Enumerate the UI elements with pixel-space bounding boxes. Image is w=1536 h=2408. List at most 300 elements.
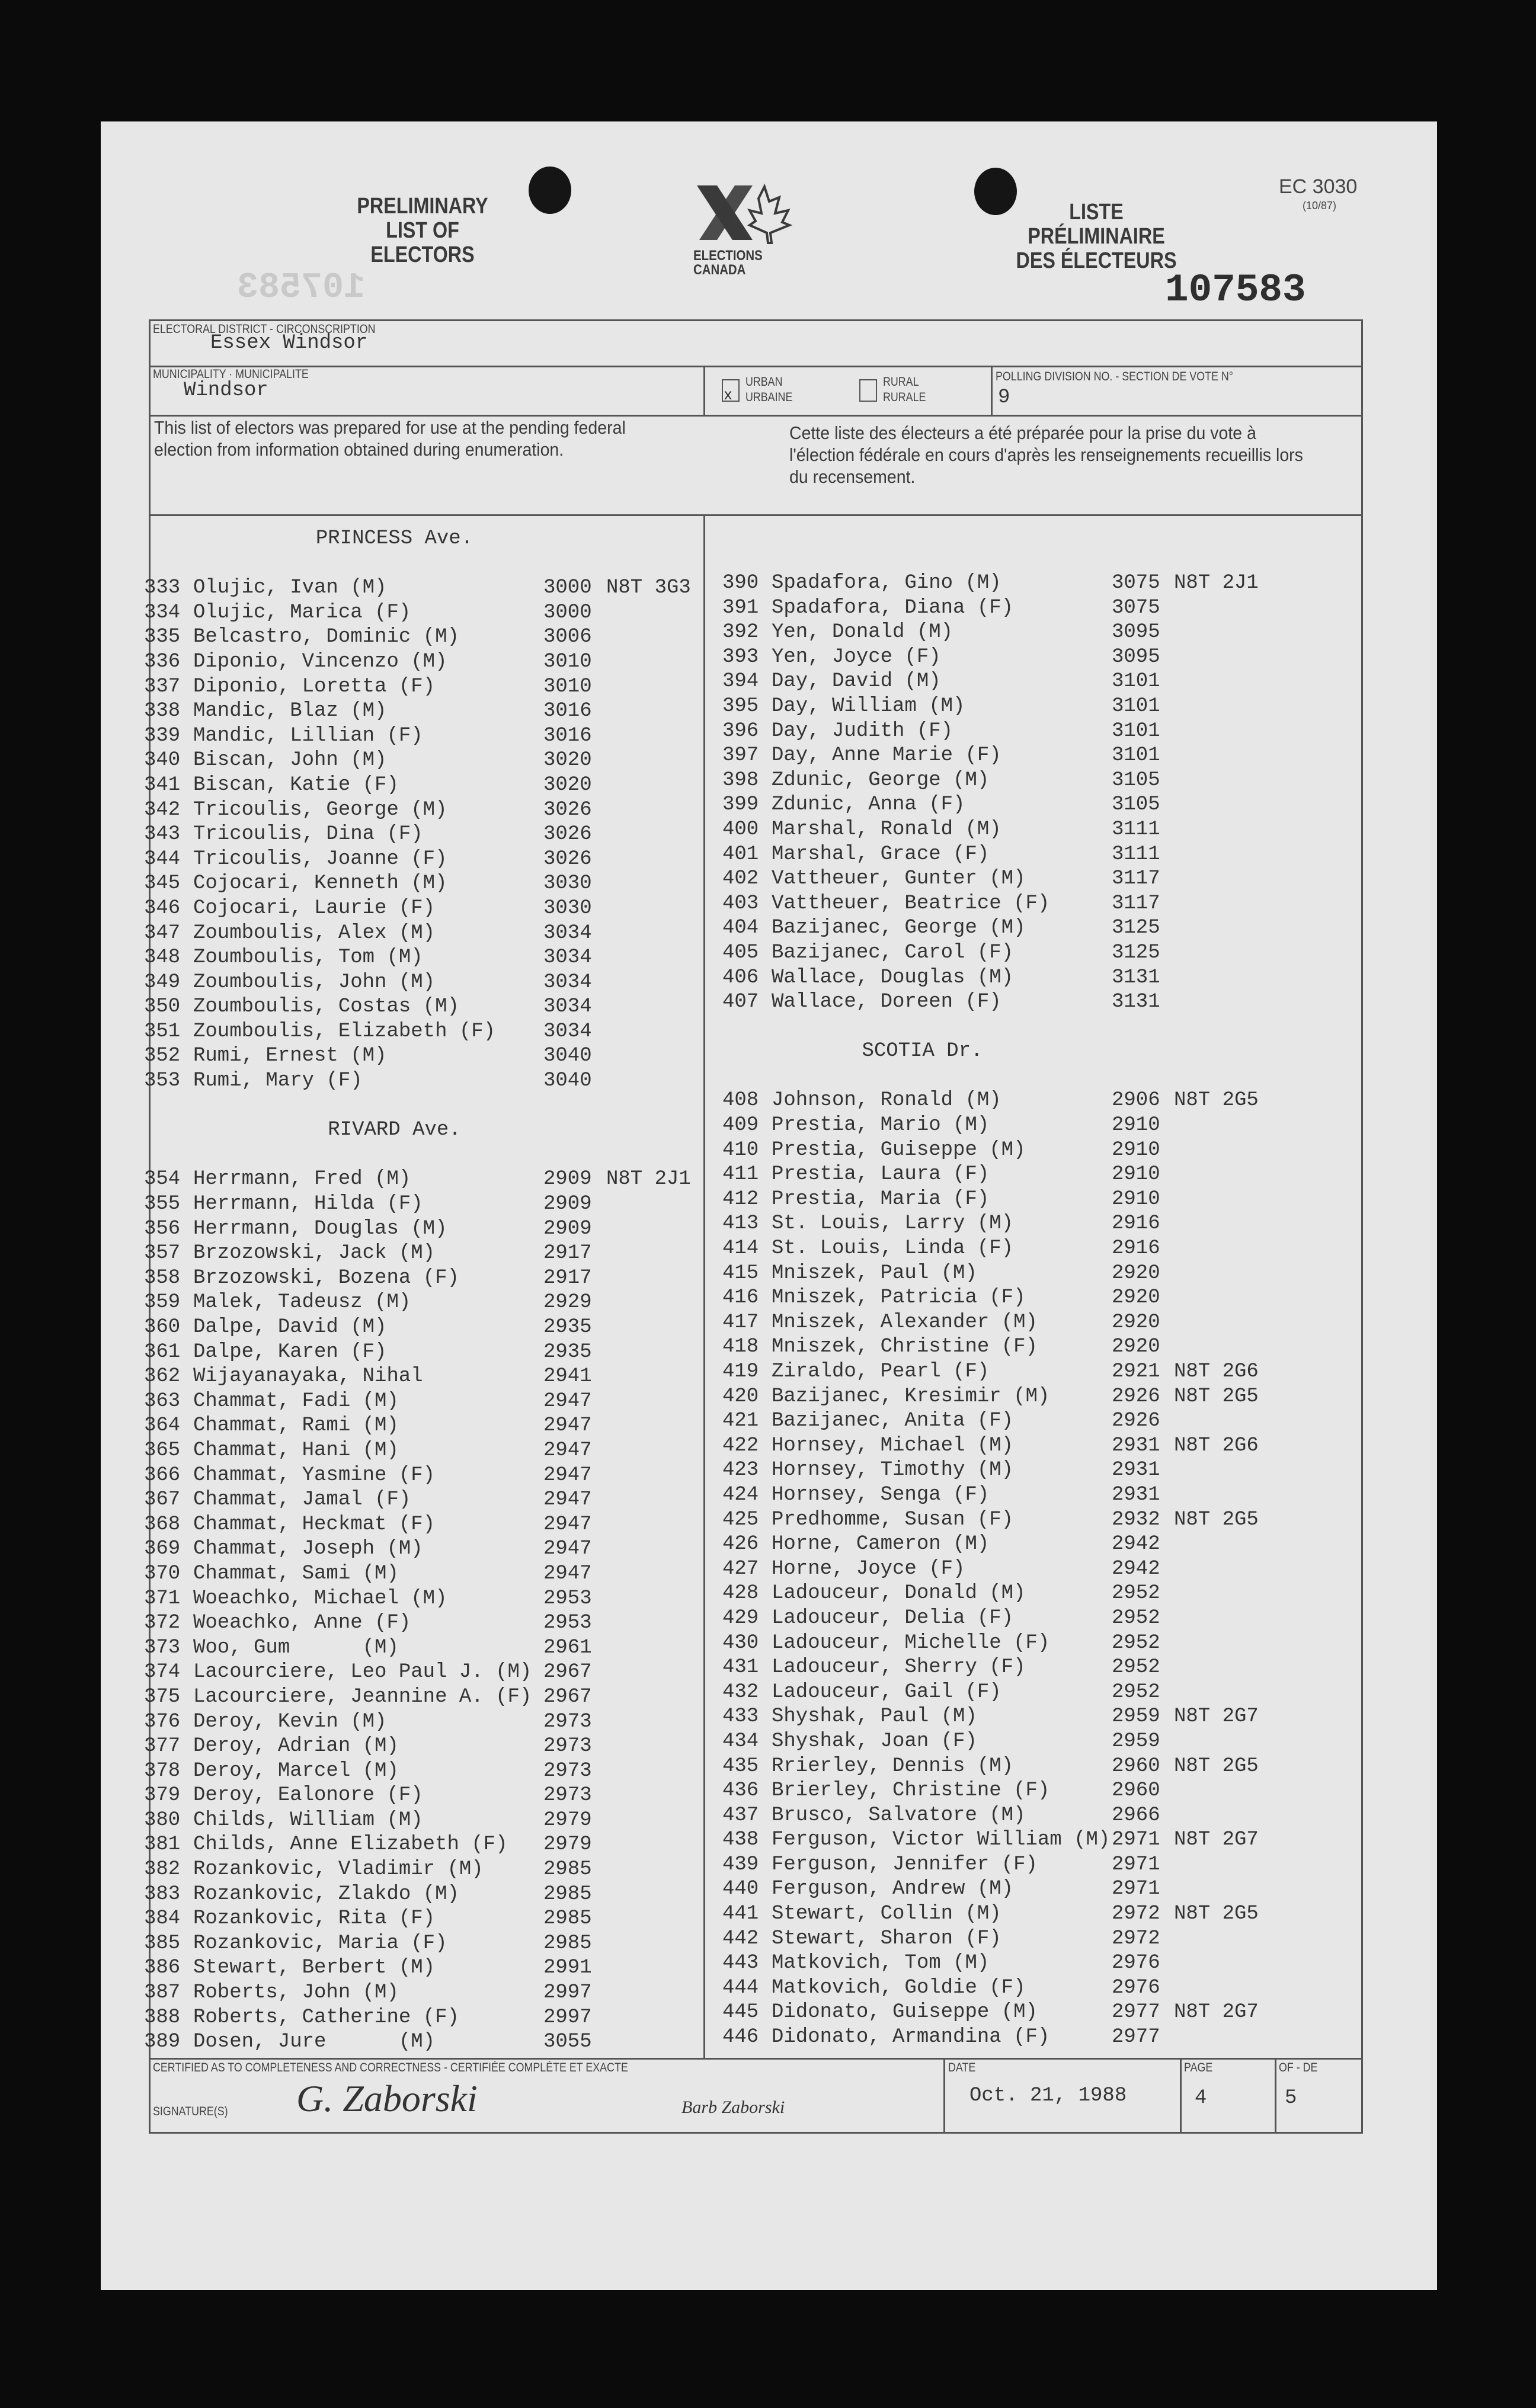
elector-name: Brzozowski, Bozena (F) bbox=[193, 1266, 459, 1289]
elector-name: Zoumboulis, Alex (M) bbox=[193, 921, 436, 944]
check-mark: x bbox=[724, 385, 732, 403]
elector-number: 418 bbox=[722, 1336, 759, 1359]
street-number: 2910 bbox=[1112, 1187, 1160, 1211]
elector-number: 410 bbox=[722, 1138, 759, 1161]
elector-name: Ferguson, Andrew (M) bbox=[772, 1878, 1014, 1901]
street-number: 3101 bbox=[1112, 670, 1160, 693]
elector-row bbox=[0, 1828, 1361, 1853]
elector-name: Spadafora, Gino (M) bbox=[772, 572, 1001, 594]
street-number: 2920 bbox=[1112, 1336, 1160, 1359]
elector-name: Rozankovic, Zlakdo (M) bbox=[193, 1882, 459, 1906]
elector-name: St. Louis, Larry (M) bbox=[772, 1212, 1014, 1235]
street-number: 2909 bbox=[543, 1193, 592, 1216]
elector-name: Prestia, Laura (F) bbox=[772, 1163, 990, 1186]
elector-number: 387 bbox=[144, 1981, 181, 2004]
street-number: 2942 bbox=[1112, 1533, 1160, 1556]
elector-name: Zoumboulis, Tom (M) bbox=[193, 946, 423, 969]
street-number: 3034 bbox=[543, 1020, 592, 1043]
elector-row bbox=[0, 1902, 1361, 1927]
elector-number: 351 bbox=[144, 1020, 181, 1043]
elector-name: Cojocari, Laurie (F) bbox=[193, 896, 436, 920]
elector-name: Chammat, Fadi (M) bbox=[193, 1389, 399, 1413]
elector-number: 409 bbox=[722, 1114, 759, 1137]
elector-number: 445 bbox=[722, 2001, 759, 2024]
postal-code: N8T 2J1 bbox=[1174, 572, 1259, 594]
elector-name: Chammat, Jamal (F) bbox=[193, 1488, 411, 1512]
street-number: 3105 bbox=[1112, 768, 1160, 792]
elector-row bbox=[0, 1483, 1361, 1508]
urban-checkbox[interactable] bbox=[722, 379, 740, 402]
elector-name: Chammat, Joseph (M) bbox=[193, 1538, 423, 1561]
elector-number: 381 bbox=[144, 1833, 181, 1856]
elector-name: Woeachko, Michael (M) bbox=[193, 1587, 447, 1610]
street-number: 3034 bbox=[543, 971, 592, 994]
elector-number: 427 bbox=[722, 1557, 759, 1580]
postal-code: N8T 2G7 bbox=[1174, 1829, 1259, 1852]
elector-name: Woo, Gum (M) bbox=[193, 1636, 399, 1659]
elector-row bbox=[0, 990, 1361, 1015]
elector-name: Matkovich, Goldie (F) bbox=[772, 1976, 1026, 1999]
elector-number: 399 bbox=[722, 793, 759, 816]
elector-number: 363 bbox=[144, 1389, 181, 1413]
elector-name: Brusco, Salvatore (M) bbox=[772, 1804, 1026, 1827]
street-number: 2972 bbox=[1112, 1903, 1160, 1926]
street-number: 2985 bbox=[543, 1882, 592, 1906]
street-number: 3095 bbox=[1112, 621, 1160, 644]
electors-list-right bbox=[0, 571, 1361, 2050]
elector-row bbox=[0, 892, 1361, 917]
elector-number: 395 bbox=[722, 694, 759, 718]
elector-name: Prestia, Maria (F) bbox=[772, 1187, 990, 1211]
elector-name: Didonato, Armandina (F) bbox=[772, 2026, 1050, 2049]
postal-code: N8T 2G6 bbox=[1174, 1434, 1259, 1457]
title-line: LIST OF bbox=[386, 218, 459, 243]
postal-code: N8T 2J1 bbox=[606, 1168, 691, 1191]
street-number: 3101 bbox=[1112, 719, 1160, 742]
elector-name: Zdunic, Anna (F) bbox=[772, 793, 965, 816]
street-number: 2979 bbox=[543, 1808, 592, 1831]
elector-number: 404 bbox=[722, 917, 759, 940]
elector-name: Rozankovic, Vladimir (M) bbox=[193, 1858, 484, 1881]
form-revision: (10/87) bbox=[1303, 200, 1337, 212]
elector-row bbox=[0, 1138, 1361, 1163]
elector-row bbox=[0, 1754, 1361, 1779]
elector-row bbox=[0, 1853, 1361, 1878]
elector-name: Rrierley, Dennis (M) bbox=[772, 1754, 1014, 1778]
elector-name: Ferguson, Victor William (M) bbox=[772, 1829, 1111, 1852]
street-number: 3101 bbox=[1112, 744, 1160, 767]
elector-number: 425 bbox=[722, 1508, 759, 1531]
elector-name: Shyshak, Paul (M) bbox=[772, 1705, 977, 1728]
elector-name: Vattheuer, Gunter (M) bbox=[772, 867, 1026, 891]
street-number: 2952 bbox=[1112, 1582, 1160, 1605]
divider bbox=[1180, 2058, 1182, 2132]
elector-name: Childs, William (M) bbox=[193, 1808, 423, 1831]
street-number: 2973 bbox=[543, 1710, 592, 1733]
elector-row bbox=[0, 1581, 1361, 1606]
elector-number: 434 bbox=[722, 1730, 759, 1753]
elector-row bbox=[0, 1409, 1361, 1434]
title-line: PRELIMINARY bbox=[357, 194, 488, 219]
signature-2: Barb Zaborski bbox=[681, 2098, 785, 2117]
elector-name: Mniszek, Paul (M) bbox=[772, 1261, 977, 1285]
elector-number: 367 bbox=[144, 1488, 181, 1512]
street-number: 2909 bbox=[543, 1168, 592, 1191]
divider bbox=[943, 2058, 945, 2132]
elector-name: Mandic, Blaz (M) bbox=[193, 700, 387, 723]
elector-number: 333 bbox=[144, 577, 181, 600]
elector-name: Ladouceur, Donald (M) bbox=[772, 1582, 1026, 1605]
elector-number: 421 bbox=[722, 1410, 759, 1433]
street-number: 3030 bbox=[543, 872, 592, 895]
elector-row bbox=[0, 1286, 1361, 1311]
elector-number: 430 bbox=[722, 1631, 759, 1654]
elector-number: 380 bbox=[144, 1808, 181, 1831]
elector-name: Ladouceur, Sherry (F) bbox=[772, 1656, 1026, 1679]
elector-name: Rumi, Ernest (M) bbox=[193, 1045, 387, 1068]
elector-name: Ziraldo, Pearl (F) bbox=[772, 1360, 990, 1383]
elector-name: Woeachko, Anne (F) bbox=[193, 1612, 411, 1635]
elector-name: Prestia, Mario (M) bbox=[772, 1114, 990, 1137]
elector-row bbox=[0, 694, 1361, 719]
elector-name: Chammat, Sami (M) bbox=[193, 1562, 399, 1585]
elector-name: Lacourciere, Leo Paul J. (M) bbox=[193, 1661, 532, 1684]
postal-code: N8T 2G6 bbox=[1174, 1360, 1259, 1383]
street-number: 3125 bbox=[1112, 941, 1160, 964]
street-number: 2935 bbox=[543, 1340, 592, 1363]
elector-name: Tricoulis, Joanne (F) bbox=[193, 847, 447, 870]
street-number: 2947 bbox=[543, 1488, 592, 1512]
postal-code: N8T 2G5 bbox=[1174, 1754, 1259, 1778]
street-number: 2947 bbox=[543, 1538, 592, 1561]
street-number: 3020 bbox=[543, 749, 592, 772]
elector-number: 354 bbox=[144, 1168, 181, 1191]
elector-name: Wallace, Doreen (F) bbox=[772, 991, 1001, 1014]
elector-number: 334 bbox=[144, 601, 181, 624]
elector-name: Didonato, Guiseppe (M) bbox=[772, 2001, 1038, 2024]
street-number: 2976 bbox=[1112, 1952, 1160, 1975]
street-number: 2931 bbox=[1112, 1483, 1160, 1506]
elector-number: 386 bbox=[144, 1956, 181, 1980]
elector-row bbox=[0, 1655, 1361, 1680]
elector-row bbox=[0, 1187, 1361, 1212]
street-number: 2960 bbox=[1112, 1754, 1160, 1778]
elector-row bbox=[0, 1163, 1361, 1187]
street-number: 2947 bbox=[543, 1439, 592, 1462]
street-number: 2952 bbox=[1112, 1656, 1160, 1679]
elector-number: 397 bbox=[722, 744, 759, 767]
district-label: ELECTORAL DISTRICT - CIRCONSCRIPTION bbox=[153, 322, 376, 336]
postal-code: N8T 2G5 bbox=[1174, 1903, 1259, 1926]
elector-name: Tricoulis, George (M) bbox=[193, 798, 447, 821]
elector-name: Mniszek, Patricia (F) bbox=[772, 1286, 1026, 1309]
elector-number: 377 bbox=[144, 1735, 181, 1758]
elector-name: Zoumboulis, John (M) bbox=[193, 971, 436, 994]
elector-number: 343 bbox=[144, 823, 181, 846]
page-label: PAGE bbox=[1184, 2061, 1213, 2074]
elector-number: 346 bbox=[144, 896, 181, 920]
elector-name: Chammat, Hani (M) bbox=[193, 1439, 399, 1462]
street-number: 3000 bbox=[543, 577, 592, 600]
urban-label-fr: URBAINE bbox=[745, 390, 793, 404]
elector-number: 378 bbox=[144, 1759, 181, 1782]
polling-label: POLLING DIVISION NO. - SECTION DE VOTE N° bbox=[996, 370, 1233, 383]
elector-name: Brierley, Christine (F) bbox=[772, 1779, 1050, 1802]
elector-name: Roberts, John (M) bbox=[193, 1981, 399, 2004]
elector-name: Yen, Donald (M) bbox=[772, 621, 953, 644]
street-number: 2973 bbox=[543, 1759, 592, 1782]
street-number: 3055 bbox=[543, 2031, 592, 2054]
elector-number: 428 bbox=[722, 1582, 759, 1605]
elector-number: 431 bbox=[722, 1656, 759, 1679]
elector-number: 435 bbox=[722, 1754, 759, 1778]
street-number: 2920 bbox=[1112, 1311, 1160, 1334]
elector-number: 341 bbox=[144, 773, 181, 796]
elector-number: 423 bbox=[722, 1459, 759, 1482]
blank-line bbox=[0, 1064, 1361, 1089]
street-number: 2971 bbox=[1112, 1878, 1160, 1901]
title-english bbox=[347, 194, 498, 267]
street-number: 3111 bbox=[1112, 843, 1160, 866]
elector-number: 394 bbox=[722, 670, 759, 693]
elector-name: Brzozowski, Jack (M) bbox=[193, 1242, 436, 1265]
elector-name: Predhomme, Susan (F) bbox=[772, 1508, 1014, 1531]
elector-name: Diponio, Vincenzo (M) bbox=[193, 650, 447, 673]
elector-number: 359 bbox=[144, 1291, 181, 1314]
elector-name: Herrmann, Fred (M) bbox=[193, 1168, 411, 1191]
street-number: 2959 bbox=[1112, 1705, 1160, 1728]
street-number: 2910 bbox=[1112, 1138, 1160, 1161]
street-number: 2985 bbox=[543, 1907, 592, 1930]
elector-row bbox=[0, 2000, 1361, 2025]
street-number: 2976 bbox=[1112, 1976, 1160, 1999]
elector-number: 411 bbox=[722, 1163, 759, 1186]
street-number: 3117 bbox=[1112, 867, 1160, 891]
urban-label bbox=[745, 374, 792, 405]
elector-name: Johnson, Ronald (M) bbox=[772, 1089, 1001, 1112]
elector-row bbox=[0, 1508, 1361, 1533]
elector-row bbox=[0, 867, 1361, 892]
elector-number: 440 bbox=[722, 1878, 759, 1901]
elector-name: Chammat, Heckmat (F) bbox=[193, 1513, 436, 1536]
street-number: 2910 bbox=[1112, 1114, 1160, 1137]
street-name: PRINCESS Ave. bbox=[315, 527, 473, 550]
signature-label: SIGNATURE(S) bbox=[153, 2105, 228, 2118]
elector-row bbox=[0, 1261, 1361, 1286]
bleed-through-number: 107583 bbox=[237, 268, 366, 308]
elector-number: 388 bbox=[144, 2006, 181, 2029]
street-number: 2916 bbox=[1112, 1212, 1160, 1235]
street-number: 2917 bbox=[543, 1266, 592, 1289]
certified-label: CERTIFIED AS TO COMPLETENESS AND CORRECTNESS - CERTIFIÉE COMPLÈTE ET EXACTE bbox=[153, 2061, 628, 2074]
street-number: 2971 bbox=[1112, 1853, 1160, 1876]
elector-number: 417 bbox=[722, 1311, 759, 1334]
street-number: 3125 bbox=[1112, 917, 1160, 940]
elector-row bbox=[0, 1335, 1361, 1360]
street-number: 3131 bbox=[1112, 966, 1160, 989]
elector-number: 372 bbox=[144, 1612, 181, 1635]
elector-name: Lacourciere, Jeannine A. (F) bbox=[193, 1685, 532, 1708]
elector-row bbox=[0, 1458, 1361, 1483]
of-value: 5 bbox=[1285, 2087, 1297, 2109]
street-name: SCOTIA Dr. bbox=[862, 1040, 983, 1063]
elector-name: Stewart, Collin (M) bbox=[772, 1903, 1001, 1926]
elector-row bbox=[0, 1113, 1361, 1138]
street-number: 2909 bbox=[543, 1217, 592, 1240]
street-number: 3000 bbox=[543, 601, 592, 624]
street-number: 2977 bbox=[1112, 2026, 1160, 2049]
elector-row bbox=[0, 1631, 1361, 1656]
elector-row bbox=[0, 1532, 1361, 1557]
street-number: 2997 bbox=[543, 2006, 592, 2029]
street-number: 2947 bbox=[543, 1562, 592, 1585]
elector-row bbox=[0, 793, 1361, 818]
elector-row bbox=[0, 1680, 1361, 1705]
street-number: 3010 bbox=[543, 675, 592, 698]
postal-code: N8T 3G3 bbox=[606, 577, 691, 600]
elector-name: Horne, Joyce (F) bbox=[772, 1557, 965, 1580]
elector-name: Deroy, Ealonore (F) bbox=[193, 1784, 423, 1807]
rural-label-en: RURAL bbox=[883, 375, 919, 389]
elector-number: 364 bbox=[144, 1414, 181, 1437]
elector-name: Dosen, Jure (M) bbox=[193, 2031, 436, 2054]
elector-number: 356 bbox=[144, 1217, 181, 1240]
divider bbox=[1275, 2058, 1276, 2132]
elector-number: 424 bbox=[722, 1483, 759, 1506]
rural-label-fr: RURALE bbox=[883, 390, 926, 404]
signature-1: G. Zaborski bbox=[296, 2077, 478, 2119]
elector-name: Hornsey, Michael (M) bbox=[772, 1434, 1014, 1457]
elector-number: 347 bbox=[144, 921, 181, 944]
elector-number: 442 bbox=[722, 1927, 759, 1950]
logo-x-maple-icon bbox=[693, 181, 812, 246]
elector-name: Marshal, Ronald (M) bbox=[772, 818, 1001, 841]
postal-code: N8T 2G7 bbox=[1174, 1705, 1259, 1728]
postal-code: N8T 2G7 bbox=[1174, 2001, 1259, 2024]
elector-row bbox=[0, 1311, 1361, 1336]
elector-name: Yen, Joyce (F) bbox=[772, 645, 941, 668]
street-number: 3105 bbox=[1112, 793, 1160, 816]
elector-number: 393 bbox=[722, 645, 759, 668]
elector-name: Day, Judith (F) bbox=[772, 719, 953, 742]
rural-checkbox[interactable] bbox=[859, 379, 877, 402]
elector-row bbox=[0, 1877, 1361, 1902]
street-number: 2973 bbox=[543, 1735, 592, 1758]
elector-number: 361 bbox=[144, 1340, 181, 1363]
elector-number: 384 bbox=[144, 1907, 181, 1930]
street-number: 2926 bbox=[1112, 1410, 1160, 1433]
elector-name: St. Louis, Linda (F) bbox=[772, 1237, 1014, 1260]
elector-name: Stewart, Berbert (M) bbox=[193, 1956, 436, 1980]
street-number: 3016 bbox=[543, 700, 592, 723]
street-number: 3101 bbox=[1112, 694, 1160, 718]
street-number: 2979 bbox=[543, 1833, 592, 1856]
elector-number: 401 bbox=[722, 843, 759, 866]
divider bbox=[703, 366, 705, 415]
elector-name: Hornsey, Senga (F) bbox=[772, 1483, 990, 1506]
page-value: 4 bbox=[1195, 2087, 1207, 2109]
elector-number: 439 bbox=[722, 1853, 759, 1876]
elector-row bbox=[0, 1976, 1361, 2001]
street-number: 2952 bbox=[1112, 1606, 1160, 1629]
elector-name: Cojocari, Kenneth (M) bbox=[193, 872, 447, 895]
elector-row bbox=[0, 1212, 1361, 1237]
elector-number: 414 bbox=[722, 1237, 759, 1260]
street-number: 2947 bbox=[543, 1414, 592, 1437]
postal-code: N8T 2G5 bbox=[1174, 1385, 1259, 1408]
street-number: 3026 bbox=[543, 847, 592, 870]
street-number: 3075 bbox=[1112, 596, 1160, 619]
elector-number: 436 bbox=[722, 1779, 759, 1802]
elector-name: Ladouceur, Delia (F) bbox=[772, 1606, 1014, 1629]
elector-number: 407 bbox=[722, 991, 759, 1014]
elector-row bbox=[0, 1951, 1361, 1976]
elector-number: 339 bbox=[144, 724, 181, 747]
divider bbox=[149, 514, 1361, 516]
elector-number: 443 bbox=[722, 1952, 759, 1975]
elector-number: 345 bbox=[144, 872, 181, 895]
elector-name: Day, Anne Marie (F) bbox=[772, 744, 1001, 767]
elector-number: 420 bbox=[722, 1385, 759, 1408]
elector-row bbox=[0, 1237, 1361, 1261]
street-number: 3026 bbox=[543, 823, 592, 846]
elector-row bbox=[0, 843, 1361, 867]
elector-name: Chammat, Yasmine (F) bbox=[193, 1464, 436, 1487]
elector-number: 379 bbox=[144, 1784, 181, 1807]
elector-row bbox=[0, 620, 1361, 645]
elector-name: Horne, Cameron (M) bbox=[772, 1533, 990, 1556]
elector-row bbox=[0, 1434, 1361, 1459]
elector-number: 373 bbox=[144, 1636, 181, 1659]
elector-number: 396 bbox=[722, 719, 759, 742]
elector-name: Deroy, Marcel (M) bbox=[193, 1759, 399, 1782]
elector-number: 400 bbox=[722, 818, 759, 841]
of-label: OF - DE bbox=[1279, 2061, 1318, 2074]
elector-row bbox=[0, 1557, 1361, 1582]
punch-hole bbox=[529, 166, 571, 214]
elector-number: 362 bbox=[144, 1365, 181, 1388]
elector-name: Bazijanec, Carol (F) bbox=[772, 941, 1014, 964]
street-number: 2917 bbox=[543, 1242, 592, 1265]
street-number: 2959 bbox=[1112, 1730, 1160, 1753]
elector-name: Olujic, Ivan (M) bbox=[193, 577, 387, 600]
title-line: LISTE bbox=[1069, 200, 1124, 225]
elector-row bbox=[0, 1804, 1361, 1829]
elector-row bbox=[0, 1385, 1361, 1410]
street-number: 3010 bbox=[543, 650, 592, 673]
elector-name: Dalpe, Karen (F) bbox=[193, 1340, 387, 1363]
elector-name: Herrmann, Hilda (F) bbox=[193, 1193, 423, 1216]
street-number: 2916 bbox=[1112, 1237, 1160, 1260]
elector-number: 403 bbox=[722, 892, 759, 915]
elector-number: 357 bbox=[144, 1242, 181, 1265]
elector-number: 405 bbox=[722, 941, 759, 964]
elector-number: 385 bbox=[144, 1932, 181, 1955]
elector-number: 348 bbox=[144, 946, 181, 969]
street-number: 2967 bbox=[543, 1685, 592, 1708]
street-number: 2973 bbox=[543, 1784, 592, 1807]
elector-name: Deroy, Adrian (M) bbox=[193, 1735, 399, 1758]
elector-number: 349 bbox=[144, 971, 181, 994]
note-french: Cette liste des électeurs a été préparée pour la prise du vote à l'élection fédérale en cours d'après les renseignements recueillis lors du recensement. bbox=[789, 422, 1303, 487]
elector-name: Ladouceur, Michelle (F) bbox=[772, 1631, 1050, 1654]
elector-number: 437 bbox=[722, 1804, 759, 1827]
elector-name: Hornsey, Timothy (M) bbox=[772, 1459, 1014, 1482]
elector-row bbox=[0, 670, 1361, 694]
elector-row bbox=[0, 916, 1361, 941]
street-number: 2952 bbox=[1112, 1680, 1160, 1703]
elector-number: 413 bbox=[722, 1212, 759, 1235]
